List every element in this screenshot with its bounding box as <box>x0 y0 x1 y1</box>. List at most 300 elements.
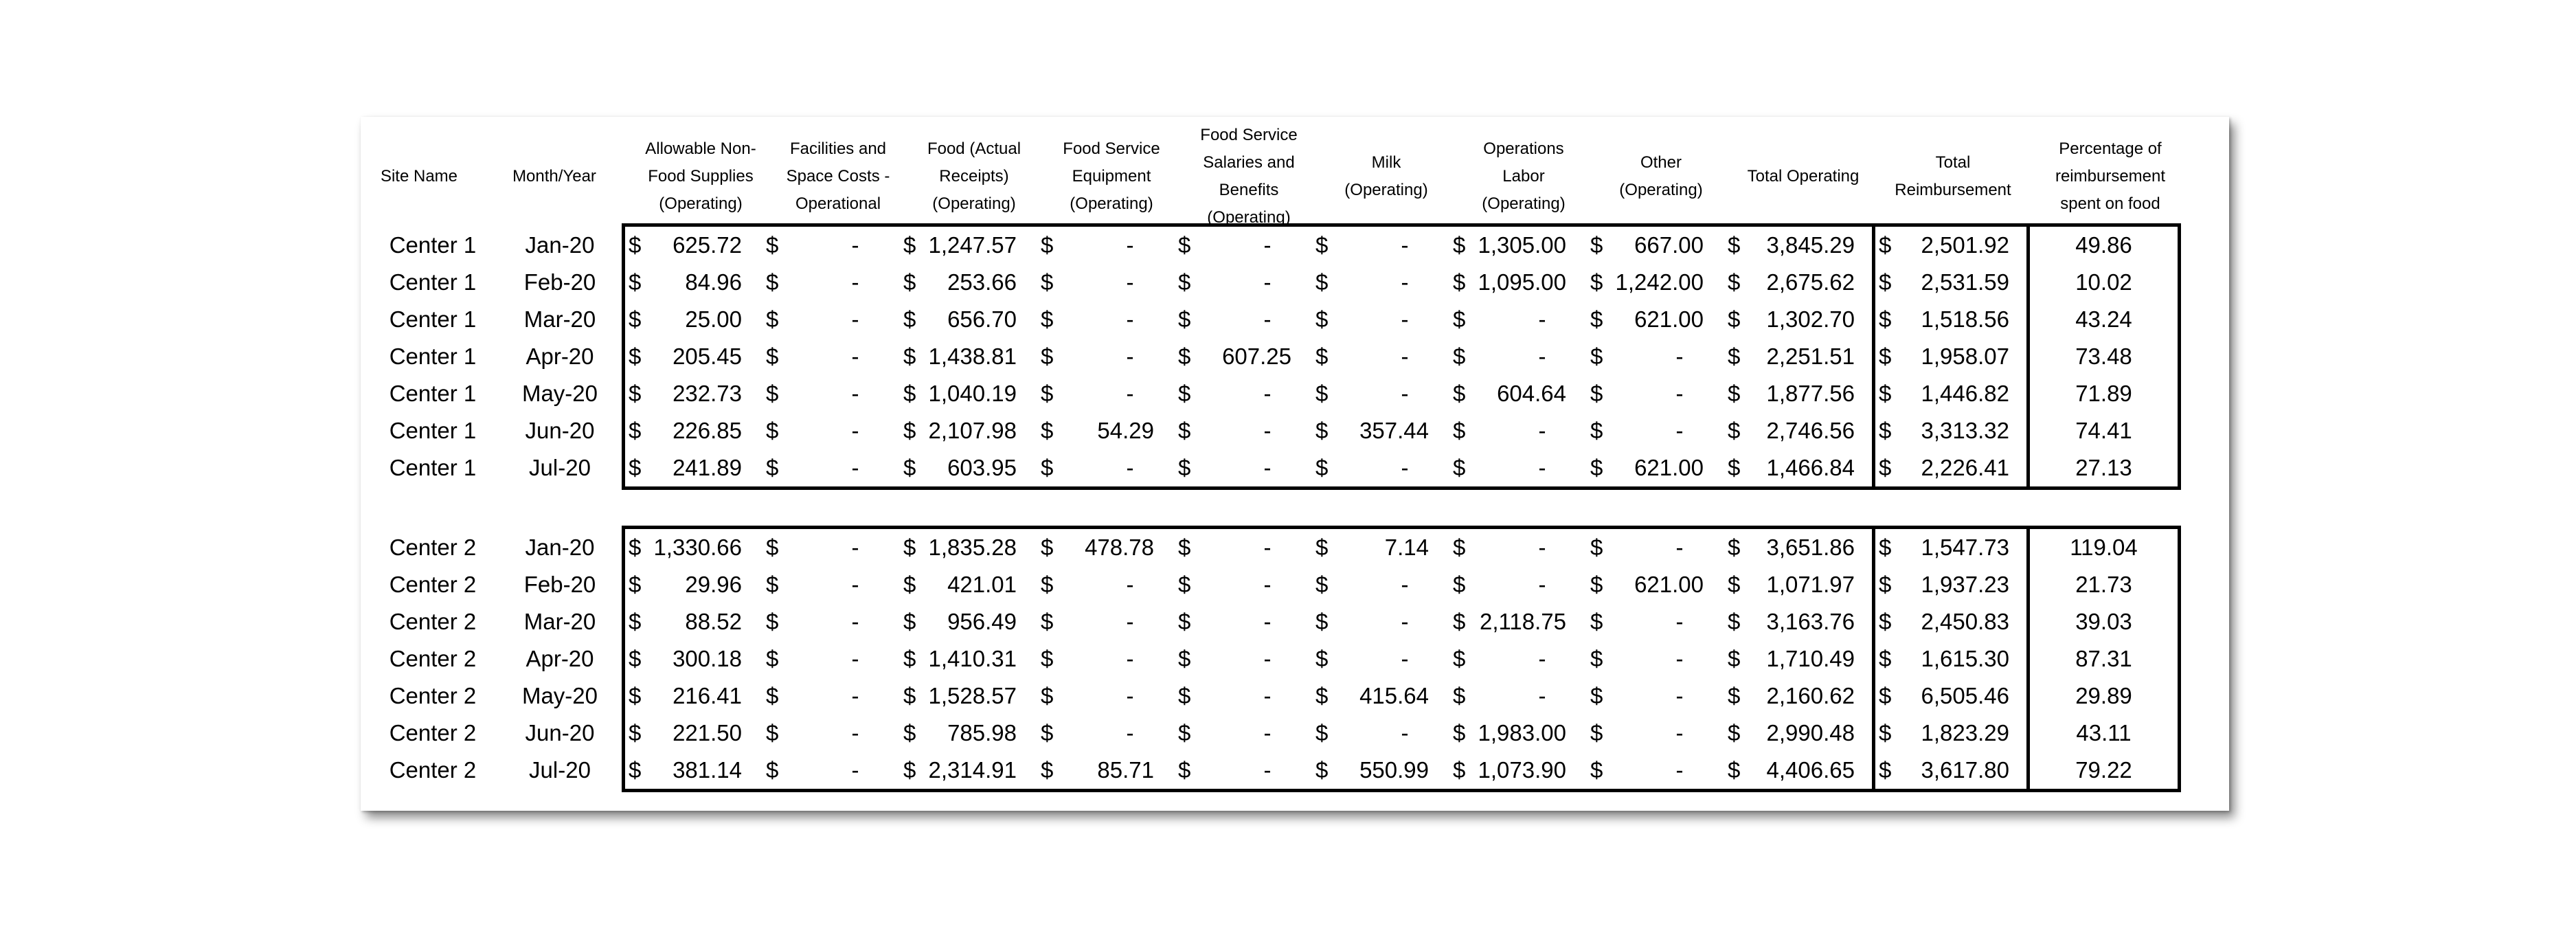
amount-cell: 216.41 <box>673 683 742 708</box>
currency-symbol: $ <box>1728 572 1741 597</box>
amount-cell: 656.70 <box>947 306 1017 332</box>
currency-symbol: $ <box>1590 269 1603 295</box>
currency-symbol: $ <box>1041 455 1054 480</box>
amount-cell: 2,501.92 <box>1921 232 2009 258</box>
percentage-cell: 10.02 <box>2075 269 2132 295</box>
dash-cell: - <box>851 572 859 597</box>
dash-cell: - <box>1675 683 1684 708</box>
amount-cell: 84.96 <box>685 269 742 295</box>
dash-cell: - <box>1675 646 1684 671</box>
column-header: Other (Operating) <box>1619 153 1703 199</box>
dash-cell: - <box>1538 572 1546 597</box>
column-header: Facilities and Space Costs - Operational <box>786 139 890 213</box>
currency-symbol: $ <box>1178 269 1191 295</box>
currency-symbol: $ <box>1041 646 1054 671</box>
currency-symbol: $ <box>903 455 916 480</box>
amount-cell: 1,518.56 <box>1921 306 2009 332</box>
currency-symbol: $ <box>1879 269 1892 295</box>
currency-symbol: $ <box>766 757 779 783</box>
currency-symbol: $ <box>629 646 642 671</box>
currency-symbol: $ <box>1178 232 1191 258</box>
dash-cell: - <box>1675 344 1684 369</box>
column-header: Allowable Non- Food Supplies (Operating) <box>645 139 756 213</box>
dash-cell: - <box>1401 609 1409 634</box>
currency-symbol: $ <box>629 455 642 480</box>
currency-symbol: $ <box>1178 418 1191 443</box>
currency-symbol: $ <box>1728 757 1741 783</box>
currency-symbol: $ <box>629 344 642 369</box>
dash-cell: - <box>1126 572 1134 597</box>
dash-cell: - <box>1126 381 1134 406</box>
dash-cell: - <box>851 306 859 332</box>
amount-cell: 221.50 <box>673 720 742 745</box>
currency-symbol: $ <box>1453 535 1466 560</box>
amount-cell: 3,163.76 <box>1766 609 1855 634</box>
percentage-cell: 73.48 <box>2075 344 2132 369</box>
dash-cell: - <box>1263 646 1272 671</box>
spreadsheet-table <box>361 117 2229 811</box>
currency-symbol: $ <box>766 344 779 369</box>
amount-cell: 1,071.97 <box>1766 572 1855 597</box>
currency-symbol: $ <box>903 757 916 783</box>
currency-symbol: $ <box>1315 535 1329 560</box>
currency-symbol: $ <box>1590 418 1603 443</box>
currency-symbol: $ <box>903 306 916 332</box>
currency-symbol: $ <box>1879 535 1892 560</box>
currency-symbol: $ <box>1879 683 1892 708</box>
column-header: Total Operating <box>1747 167 1860 186</box>
amount-cell: 2,226.41 <box>1921 455 2009 480</box>
dash-cell: - <box>1401 344 1409 369</box>
dash-cell: - <box>1126 232 1134 258</box>
amount-cell: 1,410.31 <box>928 646 1017 671</box>
currency-symbol: $ <box>1453 418 1466 443</box>
dash-cell: - <box>1126 720 1134 745</box>
currency-symbol: $ <box>1453 306 1466 332</box>
currency-symbol: $ <box>903 646 916 671</box>
amount-cell: 357.44 <box>1359 418 1429 443</box>
amount-cell: 1,095.00 <box>1478 269 1566 295</box>
amount-cell: 2,160.62 <box>1766 683 1855 708</box>
dash-cell: - <box>1401 381 1409 406</box>
month-year-cell: Jul-20 <box>529 455 591 480</box>
currency-symbol: $ <box>1728 381 1741 406</box>
amount-cell: 625.72 <box>673 232 742 258</box>
month-year-cell: Jun-20 <box>525 720 595 745</box>
currency-symbol: $ <box>1590 720 1603 745</box>
dash-cell: - <box>1126 609 1134 634</box>
currency-symbol: $ <box>1728 344 1741 369</box>
currency-symbol: $ <box>903 683 916 708</box>
currency-symbol: $ <box>1178 572 1191 597</box>
currency-symbol: $ <box>1453 646 1466 671</box>
dash-cell: - <box>1263 232 1272 258</box>
column-header: Food (Actual Receipts) (Operating) <box>927 139 1021 213</box>
currency-symbol: $ <box>629 720 642 745</box>
currency-symbol: $ <box>766 609 779 634</box>
percentage-cell: 43.24 <box>2075 306 2132 332</box>
currency-symbol: $ <box>1178 381 1191 406</box>
currency-symbol: $ <box>1879 572 1892 597</box>
dash-cell: - <box>851 609 859 634</box>
amount-cell: 621.00 <box>1634 572 1704 597</box>
dash-cell: - <box>1675 720 1684 745</box>
amount-cell: 1,835.28 <box>928 535 1017 560</box>
currency-symbol: $ <box>1315 572 1329 597</box>
currency-symbol: $ <box>1041 306 1054 332</box>
currency-symbol: $ <box>1041 720 1054 745</box>
dash-cell: - <box>851 683 859 708</box>
percentage-cell: 27.13 <box>2075 455 2132 480</box>
dash-cell: - <box>1263 381 1272 406</box>
dash-cell: - <box>851 535 859 560</box>
currency-symbol: $ <box>1315 418 1329 443</box>
currency-symbol: $ <box>1728 535 1741 560</box>
currency-symbol: $ <box>903 720 916 745</box>
currency-symbol: $ <box>1453 269 1466 295</box>
site-name-cell: Center 2 <box>389 683 477 708</box>
currency-symbol: $ <box>629 381 642 406</box>
month-year-cell: Jan-20 <box>525 535 595 560</box>
site-name-cell: Center 1 <box>389 232 477 258</box>
currency-symbol: $ <box>629 572 642 597</box>
amount-cell: 2,251.51 <box>1766 344 1855 369</box>
currency-symbol: $ <box>629 306 642 332</box>
currency-symbol: $ <box>1879 418 1892 443</box>
amount-cell: 1,877.56 <box>1766 381 1855 406</box>
dash-cell: - <box>1401 646 1409 671</box>
currency-symbol: $ <box>1879 646 1892 671</box>
currency-symbol: $ <box>903 535 916 560</box>
currency-symbol: $ <box>629 232 642 258</box>
amount-cell: 621.00 <box>1634 306 1704 332</box>
amount-cell: 4,406.65 <box>1766 757 1855 783</box>
dash-cell: - <box>851 455 859 480</box>
amount-cell: 241.89 <box>673 455 742 480</box>
site-name-cell: Center 2 <box>389 720 477 745</box>
amount-cell: 2,450.83 <box>1921 609 2009 634</box>
currency-symbol: $ <box>903 572 916 597</box>
column-header: Food Service Salaries and Benefits (Operating) <box>1200 126 1298 227</box>
amount-cell: 667.00 <box>1634 232 1704 258</box>
amount-cell: 2,107.98 <box>928 418 1017 443</box>
currency-symbol: $ <box>1590 646 1603 671</box>
dash-cell: - <box>1263 269 1272 295</box>
amount-cell: 2,118.75 <box>1479 609 1566 634</box>
amount-cell: 381.14 <box>673 757 742 783</box>
amount-cell: 1,242.00 <box>1615 269 1704 295</box>
currency-symbol: $ <box>1590 306 1603 332</box>
percentage-cell: 71.89 <box>2075 381 2132 406</box>
currency-symbol: $ <box>1728 720 1741 745</box>
percentage-cell: 21.73 <box>2075 572 2132 597</box>
currency-symbol: $ <box>1879 306 1892 332</box>
currency-symbol: $ <box>1728 609 1741 634</box>
column-header: Food Service Equipment (Operating) <box>1063 139 1160 213</box>
amount-cell: 415.64 <box>1359 683 1429 708</box>
percentage-cell: 43.11 <box>2076 720 2132 745</box>
dash-cell: - <box>851 757 859 783</box>
dash-cell: - <box>1263 757 1272 783</box>
dash-cell: - <box>1263 720 1272 745</box>
dash-cell: - <box>1538 344 1546 369</box>
currency-symbol: $ <box>1590 381 1603 406</box>
column-divider <box>1872 227 1875 486</box>
currency-symbol: $ <box>1590 757 1603 783</box>
currency-symbol: $ <box>766 646 779 671</box>
amount-cell: 300.18 <box>673 646 742 671</box>
amount-cell: 205.45 <box>673 344 742 369</box>
dash-cell: - <box>1263 609 1272 634</box>
currency-symbol: $ <box>903 344 916 369</box>
currency-symbol: $ <box>1590 535 1603 560</box>
dash-cell: - <box>1126 455 1134 480</box>
currency-symbol: $ <box>1178 609 1191 634</box>
amount-cell: 54.29 <box>1097 418 1154 443</box>
column-header: Total Reimbursement <box>1895 153 2011 199</box>
dash-cell: - <box>1126 269 1134 295</box>
column-header: Site Name <box>380 167 458 186</box>
site-name-cell: Center 1 <box>389 418 477 443</box>
currency-symbol: $ <box>1453 232 1466 258</box>
dash-cell: - <box>1538 306 1546 332</box>
currency-symbol: $ <box>1041 344 1054 369</box>
amount-cell: 1,438.81 <box>928 344 1017 369</box>
currency-symbol: $ <box>1453 344 1466 369</box>
currency-symbol: $ <box>1041 232 1054 258</box>
amount-cell: 1,446.82 <box>1921 381 2009 406</box>
currency-symbol: $ <box>1879 232 1892 258</box>
currency-symbol: $ <box>1041 535 1054 560</box>
currency-symbol: $ <box>629 418 642 443</box>
amount-cell: 478.78 <box>1085 535 1154 560</box>
currency-symbol: $ <box>1315 306 1329 332</box>
dash-cell: - <box>851 269 859 295</box>
month-year-cell: May-20 <box>521 381 598 406</box>
currency-symbol: $ <box>1315 455 1329 480</box>
percentage-cell: 74.41 <box>2075 418 2132 443</box>
amount-cell: 25.00 <box>685 306 742 332</box>
dash-cell: - <box>851 646 859 671</box>
amount-cell: 2,675.62 <box>1766 269 1855 295</box>
currency-symbol: $ <box>1315 683 1329 708</box>
column-header: Operations Labor (Operating) <box>1482 139 1566 213</box>
amount-cell: 1,823.29 <box>1921 720 2009 745</box>
currency-symbol: $ <box>766 683 779 708</box>
currency-symbol: $ <box>1315 344 1329 369</box>
currency-symbol: $ <box>1178 757 1191 783</box>
amount-cell: 226.85 <box>673 418 742 443</box>
currency-symbol: $ <box>1453 455 1466 480</box>
amount-cell: 1,305.00 <box>1478 232 1566 258</box>
amount-cell: 7.14 <box>1384 535 1429 560</box>
currency-symbol: $ <box>1315 381 1329 406</box>
month-year-cell: Mar-20 <box>523 306 596 332</box>
amount-cell: 29.96 <box>685 572 742 597</box>
currency-symbol: $ <box>629 535 642 560</box>
amount-cell: 3,651.86 <box>1766 535 1855 560</box>
currency-symbol: $ <box>1041 381 1054 406</box>
dash-cell: - <box>1401 306 1409 332</box>
amount-cell: 3,617.80 <box>1921 757 2009 783</box>
currency-symbol: $ <box>1590 683 1603 708</box>
currency-symbol: $ <box>1041 418 1054 443</box>
currency-symbol: $ <box>1879 344 1892 369</box>
currency-symbol: $ <box>1728 455 1741 480</box>
currency-symbol: $ <box>1041 269 1054 295</box>
dash-cell: - <box>1126 344 1134 369</box>
currency-symbol: $ <box>766 232 779 258</box>
dash-cell: - <box>1263 535 1272 560</box>
currency-symbol: $ <box>1728 306 1741 332</box>
month-year-cell: Jun-20 <box>525 418 595 443</box>
amount-cell: 1,958.07 <box>1921 344 2009 369</box>
currency-symbol: $ <box>1879 720 1892 745</box>
currency-symbol: $ <box>1590 572 1603 597</box>
dash-cell: - <box>1538 646 1546 671</box>
dash-cell: - <box>1263 572 1272 597</box>
month-year-cell: Mar-20 <box>523 609 596 634</box>
currency-symbol: $ <box>1590 344 1603 369</box>
currency-symbol: $ <box>766 381 779 406</box>
currency-symbol: $ <box>1315 232 1329 258</box>
amount-cell: 1,710.49 <box>1766 646 1855 671</box>
currency-symbol: $ <box>766 720 779 745</box>
dash-cell: - <box>1401 455 1409 480</box>
currency-symbol: $ <box>1178 455 1191 480</box>
percentage-cell: 29.89 <box>2075 683 2132 708</box>
currency-symbol: $ <box>1315 269 1329 295</box>
currency-symbol: $ <box>629 609 642 634</box>
currency-symbol: $ <box>1315 757 1329 783</box>
amount-cell: 2,746.56 <box>1766 418 1855 443</box>
dash-cell: - <box>851 232 859 258</box>
dash-cell: - <box>1126 646 1134 671</box>
dash-cell: - <box>1401 720 1409 745</box>
currency-symbol: $ <box>766 418 779 443</box>
currency-symbol: $ <box>1041 683 1054 708</box>
currency-symbol: $ <box>1041 757 1054 783</box>
currency-symbol: $ <box>1315 646 1329 671</box>
currency-symbol: $ <box>1453 381 1466 406</box>
currency-symbol: $ <box>1453 683 1466 708</box>
column-header: Percentage of reimbursement spent on food <box>2055 139 2166 213</box>
table-header-row <box>361 117 2229 227</box>
site-name-cell: Center 1 <box>389 306 477 332</box>
dash-cell: - <box>1263 455 1272 480</box>
currency-symbol: $ <box>1453 572 1466 597</box>
amount-cell: 1,983.00 <box>1478 720 1566 745</box>
amount-cell: 1,302.70 <box>1766 306 1855 332</box>
dash-cell: - <box>1538 535 1546 560</box>
amount-cell: 1,073.90 <box>1478 757 1566 783</box>
currency-symbol: $ <box>903 232 916 258</box>
column-header: Milk (Operating) <box>1344 153 1428 199</box>
amount-cell: 956.49 <box>947 609 1017 634</box>
percentage-cell: 119.04 <box>2070 535 2138 560</box>
dash-cell: - <box>1675 757 1684 783</box>
currency-symbol: $ <box>766 535 779 560</box>
dash-cell: - <box>1675 609 1684 634</box>
dash-cell: - <box>1126 306 1134 332</box>
amount-cell: 1,547.73 <box>1921 535 2009 560</box>
amount-cell: 550.99 <box>1359 757 1429 783</box>
amount-cell: 1,937.23 <box>1921 572 2009 597</box>
site-name-cell: Center 2 <box>389 757 477 783</box>
amount-cell: 1,466.84 <box>1766 455 1855 480</box>
column-divider <box>1872 529 1875 789</box>
month-year-cell: Feb-20 <box>523 572 596 597</box>
currency-symbol: $ <box>1041 609 1054 634</box>
site-name-cell: Center 1 <box>389 381 477 406</box>
dash-cell: - <box>851 381 859 406</box>
dash-cell: - <box>1675 381 1684 406</box>
currency-symbol: $ <box>1728 232 1741 258</box>
percentage-cell: 79.22 <box>2075 757 2132 783</box>
dash-cell: - <box>1401 572 1409 597</box>
site-name-cell: Center 2 <box>389 535 477 560</box>
currency-symbol: $ <box>1728 269 1741 295</box>
dash-cell: - <box>1401 269 1409 295</box>
amount-cell: 232.73 <box>673 381 742 406</box>
amount-cell: 421.01 <box>947 572 1017 597</box>
amount-cell: 1,247.57 <box>928 232 1017 258</box>
dash-cell: - <box>1263 683 1272 708</box>
percentage-cell: 39.03 <box>2075 609 2132 634</box>
currency-symbol: $ <box>903 269 916 295</box>
currency-symbol: $ <box>766 269 779 295</box>
amount-cell: 3,313.32 <box>1921 418 2009 443</box>
currency-symbol: $ <box>1315 720 1329 745</box>
currency-symbol: $ <box>1178 306 1191 332</box>
currency-symbol: $ <box>903 381 916 406</box>
percentage-cell: 49.86 <box>2075 232 2132 258</box>
dash-cell: - <box>1126 683 1134 708</box>
dash-cell: - <box>851 344 859 369</box>
dash-cell: - <box>1538 455 1546 480</box>
site-name-cell: Center 1 <box>389 344 477 369</box>
amount-cell: 6,505.46 <box>1921 683 2009 708</box>
site-name-cell: Center 2 <box>389 609 477 634</box>
currency-symbol: $ <box>1728 683 1741 708</box>
month-year-cell: Jan-20 <box>525 232 595 258</box>
currency-symbol: $ <box>766 455 779 480</box>
currency-symbol: $ <box>1879 757 1892 783</box>
column-header: Month/Year <box>512 167 596 186</box>
amount-cell: 603.95 <box>947 455 1017 480</box>
currency-symbol: $ <box>1178 344 1191 369</box>
site-name-cell: Center 1 <box>389 455 477 480</box>
currency-symbol: $ <box>629 757 642 783</box>
currency-symbol: $ <box>766 306 779 332</box>
currency-symbol: $ <box>1178 646 1191 671</box>
month-year-cell: Jul-20 <box>529 757 591 783</box>
currency-symbol: $ <box>1590 232 1603 258</box>
currency-symbol: $ <box>1879 381 1892 406</box>
currency-symbol: $ <box>1728 646 1741 671</box>
currency-symbol: $ <box>629 269 642 295</box>
dash-cell: - <box>1401 232 1409 258</box>
month-year-cell: May-20 <box>521 683 598 708</box>
amount-cell: 785.98 <box>947 720 1017 745</box>
dash-cell: - <box>1675 535 1684 560</box>
amount-cell: 621.00 <box>1634 455 1704 480</box>
amount-cell: 2,314.91 <box>928 757 1017 783</box>
site-name-cell: Center 1 <box>389 269 477 295</box>
month-year-cell: Apr-20 <box>526 344 594 369</box>
currency-symbol: $ <box>1041 572 1054 597</box>
currency-symbol: $ <box>903 609 916 634</box>
